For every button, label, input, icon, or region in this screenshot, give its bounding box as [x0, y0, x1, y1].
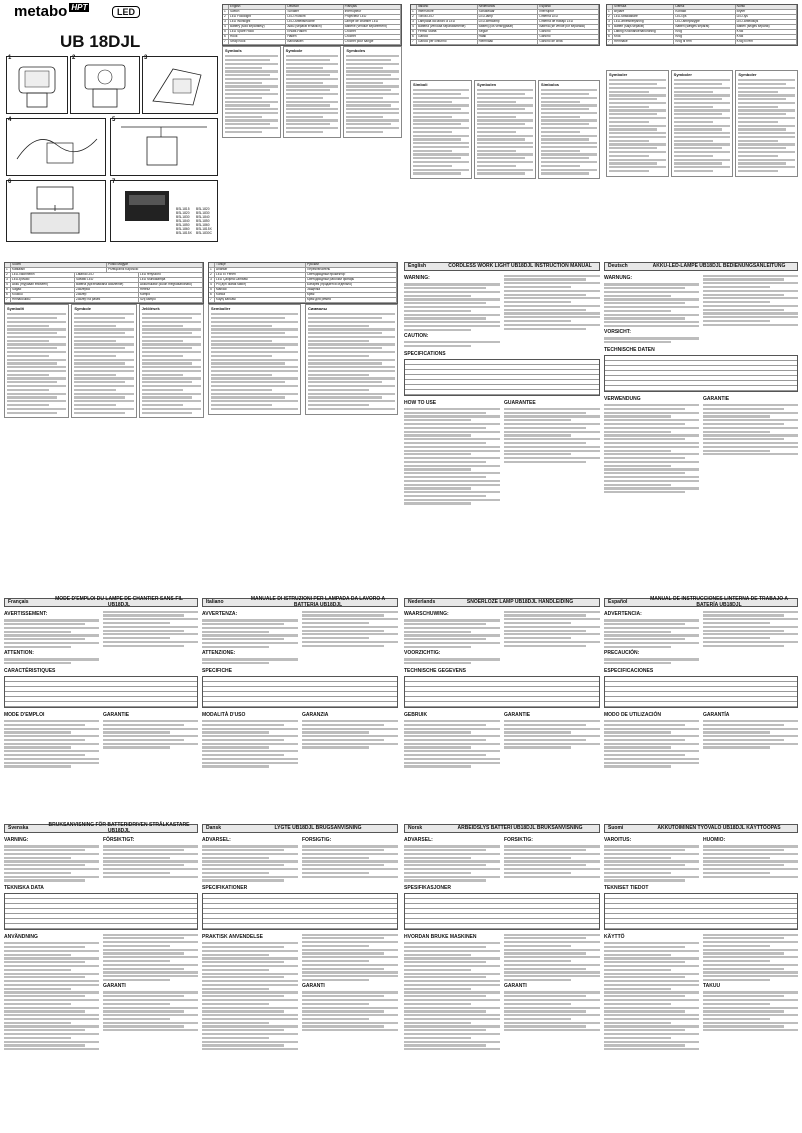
manual-da — [202, 824, 398, 1128]
section-heading: TECHNISCHE GEGEVENS — [404, 667, 466, 674]
table-row: 5 Mandal Защелка — [209, 288, 397, 293]
battery-model: BSL1840 — [196, 214, 210, 219]
battery-model: BSL1815X — [196, 226, 212, 231]
symbols-block-tr-ru — [208, 304, 398, 415]
section-heading: CARACTÉRISTIQUES — [4, 667, 56, 674]
manual-header: Français MODE D'EMPLOI DU LAMPE DE CHANTIER SANS-FIL UB18DJL — [4, 598, 198, 607]
section-heading: ADVARSEL: — [404, 837, 433, 843]
section-heading: SPESIFIKASJONER — [404, 885, 451, 892]
table-row: 1 Katkaisin Przełącznik Kapcsoló — [5, 268, 203, 273]
symbols-it: Simboli — [410, 80, 472, 179]
section-heading: VORSICHT: — [604, 329, 631, 336]
table-header: Русский — [306, 263, 397, 267]
section-heading: ANVÄNDNING — [4, 933, 38, 940]
table-row: 6 Hook Haken Crochet — [223, 35, 401, 40]
manual-fr — [4, 595, 198, 794]
symbols-fi: Symbolit — [4, 304, 69, 418]
section-heading: GARANZIA — [302, 711, 329, 718]
section-heading: ATTENZIONE: — [202, 650, 236, 656]
table-header: Polski Magyar — [107, 263, 203, 267]
table-header: Svenska — [613, 5, 674, 9]
manual-header: Español MANUAL DE INSTRUCCIONES LINTERNA DE TRABAJO A BATERÍA UB18DJL — [604, 598, 798, 607]
table-header: Deutsch — [286, 5, 343, 9]
section-heading: GARANTIE — [504, 711, 531, 718]
table-row: 1 Anahtar Переключатель — [209, 268, 397, 273]
symbols-block-fi-pl-hu — [4, 304, 204, 418]
section-heading: GARANTI — [103, 983, 126, 990]
section-heading: SPECIFIKATIONER — [202, 885, 248, 892]
symbols-en: Symbols — [222, 46, 281, 138]
section-heading: MODO DE UTILIZACIÓN — [604, 711, 661, 718]
table-row: 6 Krok Krog Krok — [607, 35, 797, 40]
figure-4 — [6, 118, 106, 176]
battery-model: BSL1860 — [176, 226, 190, 231]
symbols-no: Symboler — [735, 70, 798, 177]
section-heading: WARNING: — [404, 275, 430, 281]
symbols-block-en-de-fr — [222, 46, 402, 138]
battery-model: BSL1820 — [176, 210, 190, 215]
brand-logo: metabo $^{HPT}$ — [14, 3, 88, 20]
table-row: 6 Gancio Haak Gancho — [411, 35, 599, 40]
table-header: Français — [344, 5, 401, 9]
parts-table-fi-pl-hu — [4, 262, 204, 304]
table-row: 2 LED-valonheitin Latarka LED LED fényszóró — [5, 273, 203, 278]
table-row: 7 Strap hook Bandhaken Crochet pour sangle — [223, 40, 401, 45]
symbols-fr: Symboles — [343, 46, 402, 138]
parts-table-en-de-fr — [222, 4, 402, 46]
section-heading: VOORZICHTIG: — [404, 650, 441, 656]
table-row: 3 Lampada da lavoro a LED LED-werklamp Linterna de trabajo LED — [411, 20, 599, 25]
table-row: 3 LED Worklight LED-Arbeitsleuchte Lampe de chantier LED — [223, 20, 401, 25]
battery-model-list-2 — [196, 208, 220, 236]
table-row: 3 LED-arbetsbelysning LED-arbejdslygte LED-arbeidslys — [607, 20, 797, 25]
table-row: 7 Remhake Krog til rem Krog til rem — [607, 40, 797, 45]
table-row: 1 Interruttore Schakelaar Interruptor — [411, 10, 599, 15]
section-heading: HOW TO USE — [404, 399, 437, 406]
section-heading: ATTENTION: — [4, 650, 34, 656]
figure-3 — [142, 56, 218, 114]
symbols-pl: Symbole — [71, 304, 136, 418]
section-heading: PRAKTISK ANVENDELSE — [202, 933, 263, 940]
table-row: 7 Gancio per cinturino Riemhaak Gancho de cinta — [411, 40, 599, 45]
manual-header: Italiano MANUALE DI ISTRUZIONI PER LAMPADA DA LAVORO A BATTERIA UB18DJL — [202, 598, 398, 607]
section-heading: ADVARSEL: — [202, 837, 231, 843]
figure-6-label: 6 — [8, 179, 12, 185]
manual-header: Dansk LYGTE UB18DJL BRUGSANVISNING — [202, 824, 398, 833]
section-heading: VERWENDUNG — [604, 395, 641, 402]
section-heading: FORSIGTIG: — [302, 837, 332, 843]
table-row: 4 Battery (sold separately) Akku (separat erhältlich) Batterie (vendue séparément) — [223, 25, 401, 30]
battery-model: BSL1850 — [176, 222, 190, 227]
table-header: Dansk — [674, 5, 735, 9]
parts-table-tr-ru — [208, 262, 398, 304]
section-heading: GARANTI — [302, 983, 325, 990]
parts-table-it-nl-es — [410, 4, 600, 46]
manual-header: Suomi AKKUTOIMINEN TYÖVALO UB18DJL KÄYTTÖOPAS — [604, 824, 798, 833]
table-row: 6 Koukku Zaczep Kampó — [5, 293, 203, 298]
section-heading: ADVERTENCIA: — [604, 611, 642, 617]
symbols-da: Symboler — [671, 70, 734, 177]
figure-4-label: 4 — [8, 117, 12, 123]
figure-1-label: 1 — [8, 55, 12, 61]
symbols-block-sv-da-no — [606, 70, 798, 177]
battery-model: BSL1815 — [176, 207, 190, 211]
table-row: 7 Hihnakoukku Zaczep na pasek Szíj kampó — [5, 298, 203, 303]
symbols-ru: Символы — [305, 304, 398, 415]
table-header: Norsk — [736, 5, 797, 9]
section-heading: GARANTIE — [703, 395, 730, 402]
parts-table-sv-da-no — [606, 4, 798, 46]
table-header: Türkçe — [215, 263, 306, 267]
table-row: 6 Kanca Крюк — [209, 293, 397, 298]
figure-2-label: 2 — [72, 55, 76, 61]
manual-header: English CORDLESS WORK LIGHT UB18DJL INSTRUCTION MANUAL — [404, 262, 600, 271]
section-heading: TECHNISCHE DATEN — [604, 347, 655, 354]
symbols-sv: Symboler — [606, 70, 669, 177]
table-row: 5 Fermo Staffa Segue Gancho — [411, 30, 599, 35]
figure-6 — [6, 180, 106, 242]
figure-3-label: 3 — [144, 55, 148, 61]
section-heading: GARANTÍA — [703, 711, 730, 718]
symbols-hu: Jelölések — [139, 304, 204, 418]
section-heading: GUARANTEE — [504, 399, 536, 406]
section-heading: TEKNISET TIEDOT — [604, 885, 649, 892]
table-row: 4 Akku (myydään erikseen) Bateria (sprzedawana oddzielnie) Akkumulátor (külön megvásárolható) — [5, 283, 203, 288]
section-heading: GEBRUIK — [404, 711, 428, 718]
section-heading: VAROITUS: — [604, 837, 632, 843]
section-heading: MODALITÀ D'USO — [202, 711, 246, 718]
battery-model: BSL1860 — [196, 222, 210, 227]
table-row: 3 LED Çalışma Lambası Светодиодный рабочий фонарь — [209, 278, 397, 283]
section-heading: HVORDAN BRUKE MASKINEN — [404, 933, 477, 940]
battery-model: BSL1830 — [176, 214, 190, 219]
table-row: 2 LED-strålkastare LED-lys LED-lys — [607, 15, 797, 20]
table-row: 5 Lätting Krokhankenanordning Krog Krok — [607, 30, 797, 35]
table-header: Italiano — [417, 5, 478, 9]
table-row: 3 LED-työvalo Światło LED LED Munkalámpa — [5, 278, 203, 283]
figure-7-label: 7 — [112, 179, 116, 185]
figure-2 — [70, 56, 140, 114]
figure-5 — [110, 118, 218, 176]
section-heading: KÄYTTÖ — [604, 933, 625, 940]
table-header: Nederlands — [478, 5, 539, 9]
symbols-de: Symbole — [283, 46, 342, 138]
section-heading: VARNING: — [4, 837, 29, 843]
table-row: 4 Batteria (venduta separatamente) Batterij (los verkrijgbaar) Batería (se vende por separado) — [411, 25, 599, 30]
figure-1 — [6, 56, 68, 114]
manual-header: Svenska BRUKSANVISNING FÖR BATTERIDRIVEN STRÅLKASTARE UB18DJL — [4, 824, 198, 833]
table-row: 5 Sagad Zaczepka Retesz — [5, 288, 203, 293]
worklight-front-drawing — [7, 57, 67, 113]
section-heading: WAARSCHUWING: — [404, 611, 449, 617]
battery-model: BSL1830 — [196, 210, 210, 215]
figure-5-label: 5 — [112, 117, 116, 123]
section-heading: ESPECIFICACIONES — [604, 667, 654, 674]
section-heading: MODE D'EMPLOI — [4, 711, 45, 718]
worklight-angled-drawing — [143, 57, 217, 113]
table-row: 1 Switch Schalter Interrupteur — [223, 10, 401, 15]
manual-de — [604, 262, 798, 590]
section-heading: AVERTISSEMENT: — [4, 611, 48, 617]
table-row: 4 Pil (ayrı olarak satılır) Батарея (продаётся отдельно) — [209, 283, 397, 288]
manual-header: Nederlands SNOERLOZE LAMP UB18DJL HANDLEIDING — [404, 598, 600, 607]
section-heading: PRECAUCIÓN: — [604, 650, 640, 656]
table-row: 2 Torcia LED LED-lamp Linterna LED — [411, 15, 599, 20]
symbols-tr: Semboller — [208, 304, 301, 415]
battery-insert-drawing — [7, 181, 105, 241]
section-heading: GARANTIE — [103, 711, 130, 718]
section-heading: HUOMIO: — [703, 837, 726, 843]
hanging-usage-drawing — [111, 119, 217, 175]
table-row: 5 LED Spare Hook Ersatz-Haken Crochet — [223, 30, 401, 35]
table-header: English — [229, 5, 286, 9]
section-heading: CAUTION: — [404, 332, 429, 339]
manual-en — [404, 262, 600, 590]
battery-model: BSL1840 — [176, 218, 190, 223]
battery-model: BSL1815X — [176, 230, 192, 235]
battery-model: BSL1850 — [196, 218, 210, 223]
section-heading: GARANTI — [504, 983, 527, 990]
section-heading: TAKUU — [703, 983, 721, 990]
symbols-block-it-nl-es — [410, 80, 600, 179]
manual-sv — [4, 821, 198, 1128]
battery-model: BSL1820 — [196, 207, 210, 211]
manual-nl — [404, 598, 600, 794]
section-heading: FORSIKTIG: — [504, 837, 533, 843]
table-row: 1 Brytare Kontakt Bryter — [607, 10, 797, 15]
manual-header: Norsk ARBEIDSLYS BATTERI UB18DJL BRUKSANVISNING — [404, 824, 600, 833]
section-heading: TEKNISKA DATA — [4, 885, 44, 892]
battery-model: BSL1830C — [196, 230, 212, 235]
manual-no — [404, 824, 600, 1128]
table-header: Español — [538, 5, 599, 9]
table-row: 2 LED El Feneri Светодиодный прожектор — [209, 273, 397, 278]
section-heading: FÖRSIKTIGT: — [103, 837, 135, 843]
section-heading: AVVERTENZA: — [202, 611, 238, 617]
symbols-nl: Symbolen — [474, 80, 536, 179]
model-title: UB 18DJL — [60, 32, 141, 51]
manual-fi — [604, 824, 798, 1128]
table-header: Suomi — [11, 263, 107, 267]
section-heading: WARNUNG: — [604, 275, 633, 281]
section-heading: SPECIFICHE — [202, 667, 233, 674]
led-badge: LED — [112, 6, 140, 18]
table-row: 2 LED Floodlight LED-Flutlicht Projecteur LED — [223, 15, 401, 20]
manual-it — [202, 595, 398, 794]
manual-header: Deutsch AKKU-LED-LAMPE UB18DJL BEDIENUNGSANLEITUNG — [604, 262, 798, 271]
table-row: 4 Batteri (säljs separat) Batteri (sælges separat) Batteri (selges separat) — [607, 25, 797, 30]
worklight-side-drawing — [71, 57, 139, 113]
symbols-es: Símbolos — [538, 80, 600, 179]
table-row: 7 Kayış kancası Крюк для ремня — [209, 298, 397, 303]
manual-es — [604, 595, 798, 794]
section-heading: SPECIFICATIONS — [404, 350, 446, 357]
hook-usage-drawing — [7, 119, 105, 175]
